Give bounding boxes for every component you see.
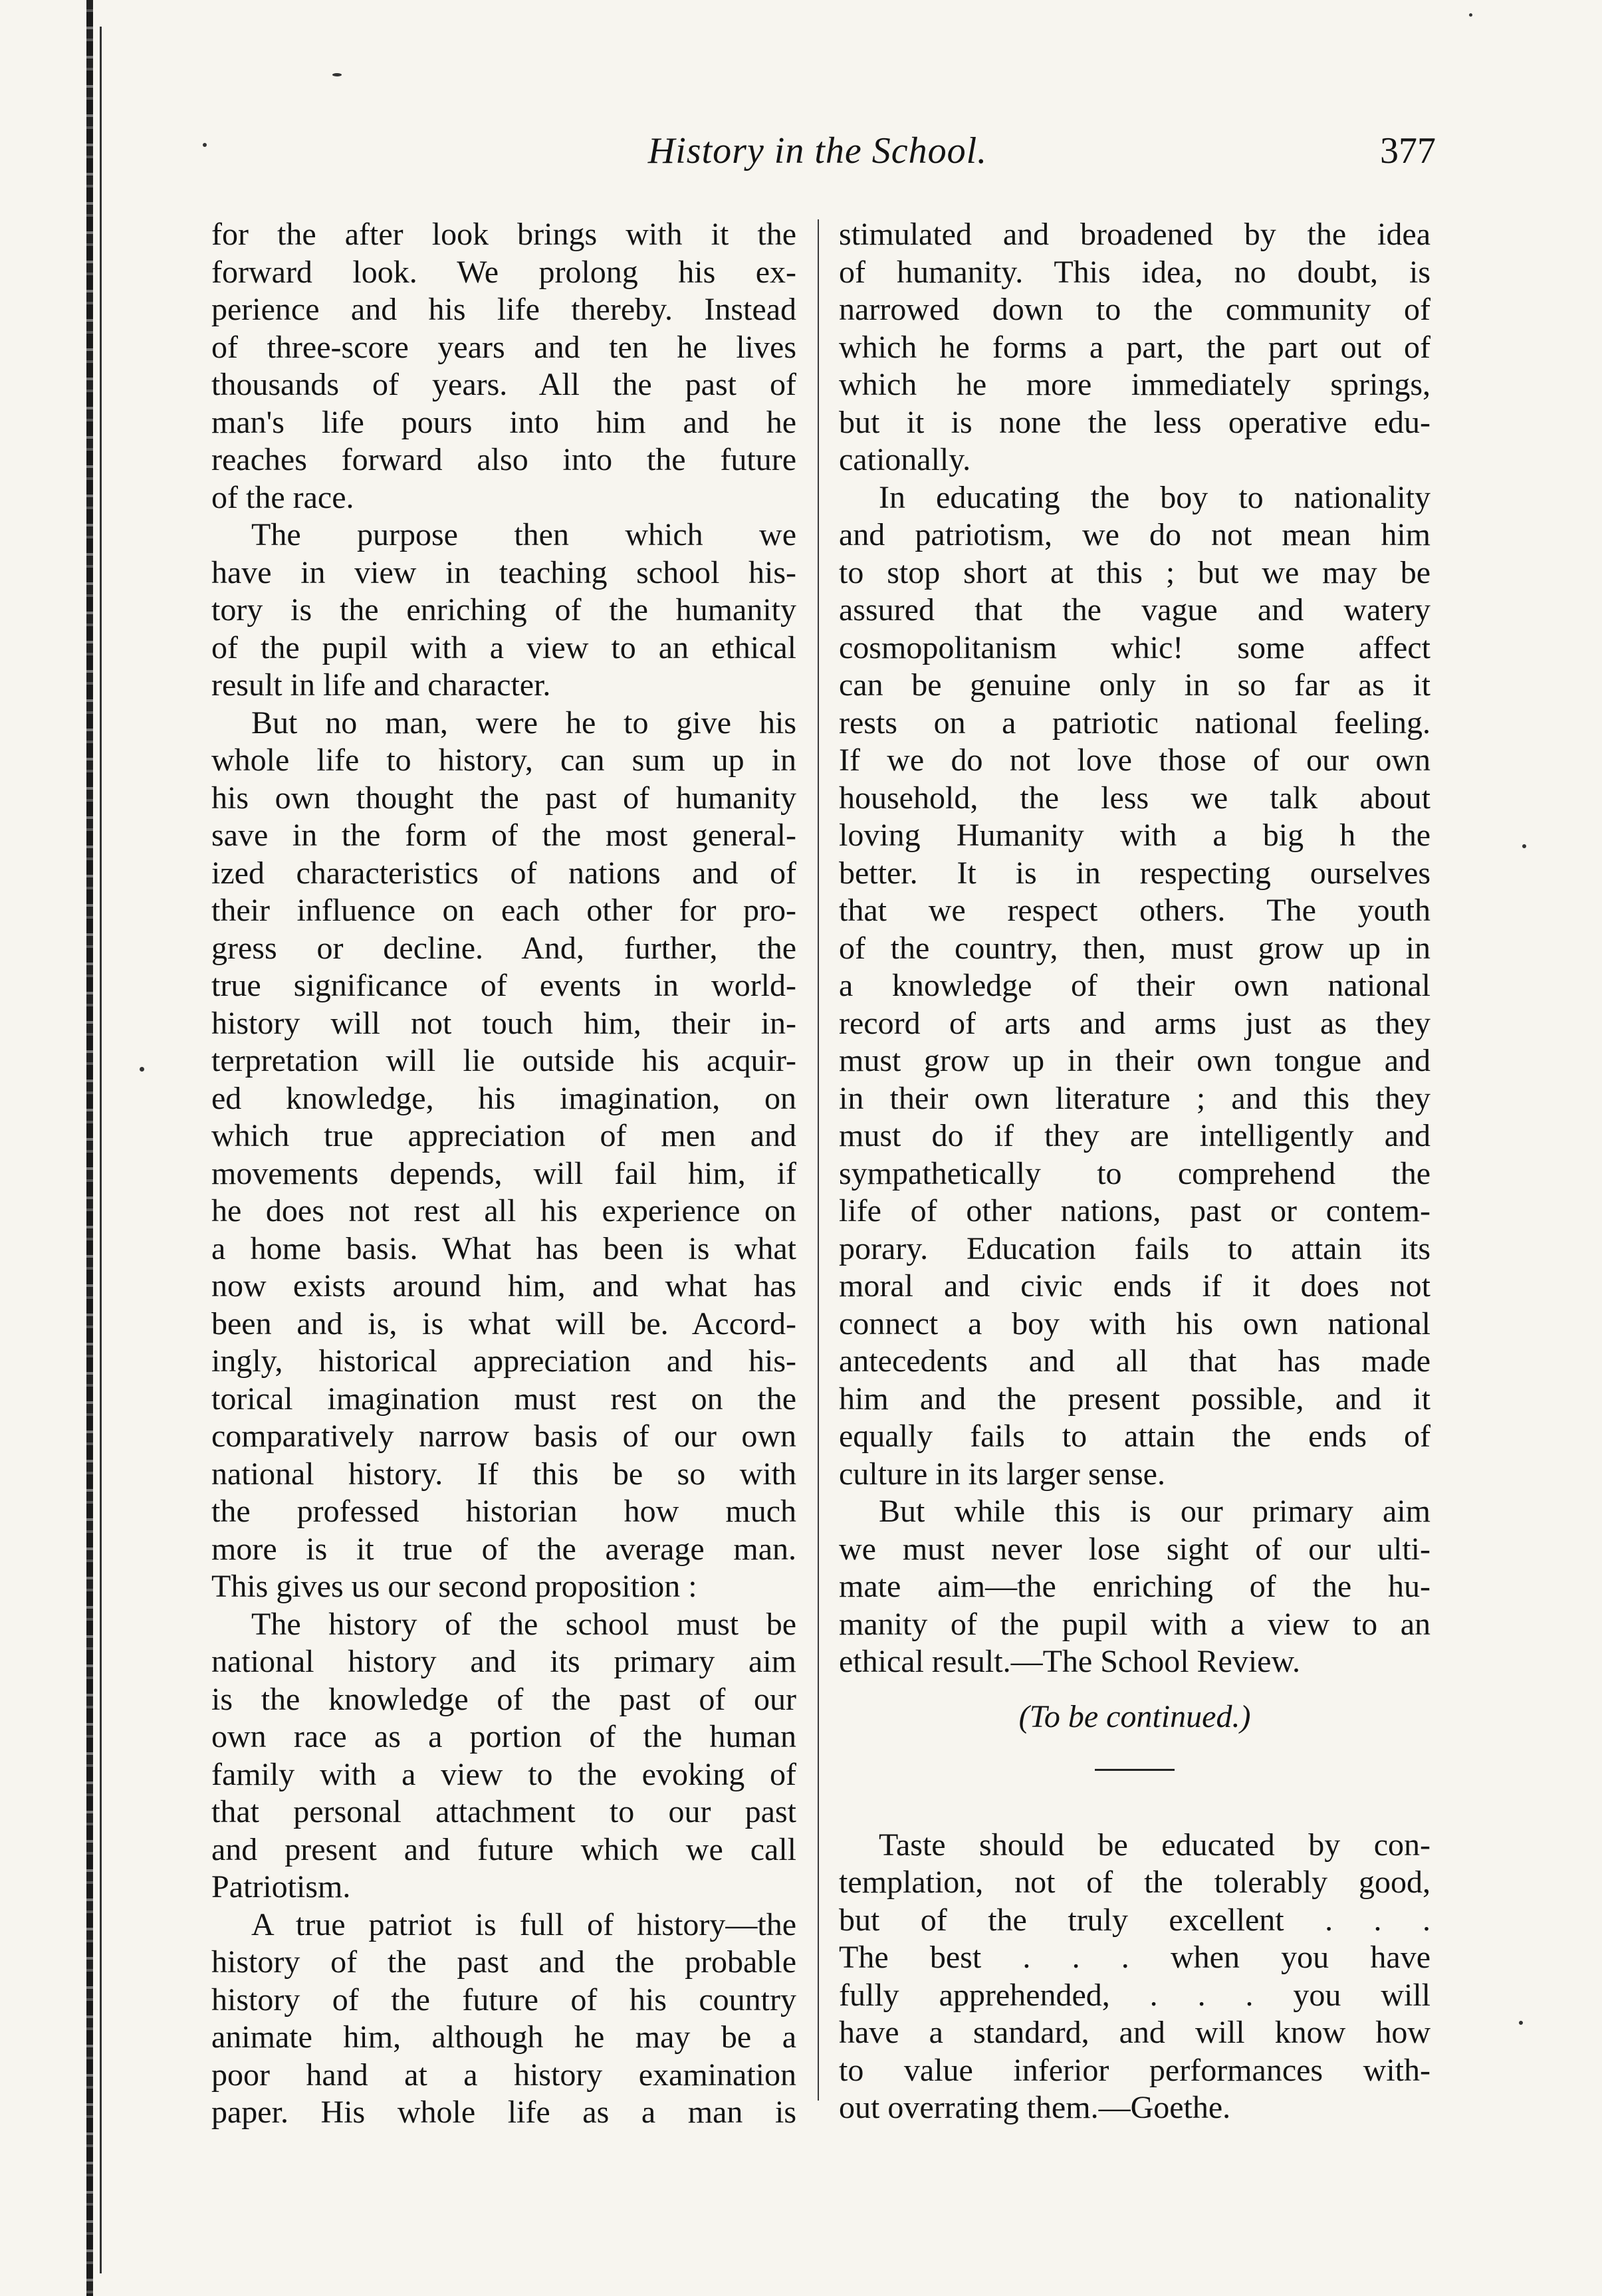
text-line: in their own literature ; and this they (839, 1080, 1430, 1116)
text-line: been and is, is what will be. Accord- (211, 1306, 796, 1341)
text-line: household, the less we talk about (839, 780, 1430, 816)
text-line: sympathetically to comprehend the (839, 1155, 1430, 1191)
text-line: a home basis. What has been is what (211, 1230, 796, 1266)
goethe-quote (839, 1827, 1430, 2127)
text-line: ized characteristics of nations and of (211, 855, 796, 891)
text-line: perience and his life thereby. Instead (211, 292, 796, 327)
text-line: paper. His whole life as a man is (211, 2095, 796, 2130)
text-line: whole life to history, can sum up in (211, 743, 796, 778)
text-line: connect a boy with his own national (839, 1306, 1430, 1341)
text-line: templation, not of the tolerably good, (839, 1865, 1430, 1900)
text-line: their influence on each other for pro- (211, 893, 796, 928)
section-ornament (1095, 1769, 1175, 1771)
print-speck (1469, 13, 1472, 17)
text-line: But no man, were he to give his (251, 705, 796, 741)
text-line: him and the present possible, and it (839, 1381, 1430, 1417)
text-line: The history of the school must be (251, 1606, 796, 1642)
running-head: History in the School. (647, 130, 988, 172)
left-column (211, 216, 796, 2132)
text-line: antecedents and all that has made (839, 1343, 1430, 1379)
text-line: to value inferior performances with- (839, 2052, 1430, 2088)
text-line: ed knowledge, his imagination, on (211, 1080, 796, 1116)
text-line: history of the future of his country (211, 1982, 796, 2017)
text-line: cationally. (839, 442, 971, 477)
text-line: is the knowledge of the past of our (211, 1681, 796, 1717)
text-line: equally fails to attain the ends of (839, 1419, 1430, 1454)
text-line: more is it true of the average man. (211, 1531, 796, 1567)
text-line: forward look. We prolong his ex- (211, 254, 796, 290)
text-line: of humanity. This idea, no doubt, is (839, 254, 1430, 290)
text-line: for the after look brings with it the (211, 217, 796, 252)
text-line: result in life and character. (211, 667, 551, 703)
page-number: 377 (1380, 130, 1436, 172)
text-line: culture in its larger sense. (839, 1456, 1165, 1492)
text-line: family with a view to the evoking of (211, 1756, 796, 1792)
text-line: of three-score years and ten he lives (211, 329, 796, 365)
text-line: now exists around him, and what has (211, 1268, 796, 1304)
text-line: tory is the enriching of the humanity (211, 592, 796, 628)
text-line: reaches forward also into the future (211, 442, 796, 477)
right-column-article (839, 216, 1430, 1681)
text-line: man's life pours into him and he (211, 404, 796, 440)
print-speck (140, 1067, 144, 1072)
text-line: he does not rest all his experience on (211, 1193, 796, 1228)
text-line: mate aim—the enriching of the hu- (839, 1569, 1430, 1604)
column-rule (818, 219, 819, 2101)
text-line: have in view in teaching school his- (211, 554, 796, 590)
text-line: and present and future which we call (211, 1831, 796, 1867)
text-line: But while this is our primary aim (879, 1494, 1430, 1529)
text-line: national history. If this be so with (211, 1456, 796, 1492)
text-line: comparatively narrow basis of our own (211, 1419, 796, 1454)
text-line: porary. Education fails to attain its (839, 1230, 1430, 1266)
text-line: true significance of events in world- (211, 968, 796, 1003)
text-line: life of other nations, past or contem- (839, 1193, 1430, 1228)
right-column (839, 216, 1430, 2127)
text-line: record of arts and arms just as they (839, 1005, 1430, 1041)
text-line: a knowledge of their own national (839, 968, 1430, 1003)
to-be-continued: (To be continued.) (1018, 1698, 1251, 1734)
text-line: A true patriot is full of history—the (251, 1906, 796, 1942)
text-line: but it is none the less operative edu- (839, 404, 1430, 440)
text-line: stimulated and broadened by the idea (839, 217, 1430, 252)
text-line: This gives us our second proposition : (211, 1569, 697, 1604)
text-line: thousands of years. All the past of (211, 367, 796, 402)
text-line: assured that the vague and watery (839, 592, 1430, 628)
text-line: moral and civic ends if it does not (839, 1268, 1430, 1304)
book-spine-gutter (0, 0, 133, 2296)
text-line: which he forms a part, the part out of (839, 329, 1430, 365)
text-line: the professed historian how much (211, 1494, 796, 1529)
text-line: The purpose then which we (251, 517, 796, 552)
text-line: Patriotism. (211, 1869, 351, 1904)
text-line: own race as a portion of the human (211, 1719, 796, 1754)
text-line: In educating the boy to nationality (879, 479, 1430, 515)
text-line: loving Humanity with a big h the (839, 818, 1430, 853)
text-line: we must never lose sight of our ulti- (839, 1531, 1430, 1567)
text-line: of the race. (211, 479, 354, 515)
text-line: and patriotism, we do not mean him (839, 517, 1430, 552)
text-line: ingly, historical appreciation and his- (211, 1343, 796, 1379)
text-line: animate him, although he may be a (211, 2019, 796, 2055)
text-line: national history and its primary aim (211, 1644, 796, 1679)
text-line: movements depends, will fail him, if (211, 1155, 796, 1191)
print-speck (1519, 2021, 1523, 2025)
text-line: history of the past and the probable (211, 1944, 796, 1980)
text-line: If we do not love those of our own (839, 743, 1430, 778)
text-line: fully apprehended, . . . you will (839, 1977, 1430, 2013)
text-line: manity of the pupil with a view to an (839, 1606, 1430, 1642)
text-line: his own thought the past of humanity (211, 780, 796, 816)
text-line: poor hand at a history examination (211, 2057, 796, 2093)
text-line: of the pupil with a view to an ethical (211, 630, 796, 665)
text-line: torical imagination must rest on the (211, 1381, 796, 1417)
text-line: can be genuine only in so far as it (839, 667, 1430, 703)
text-line: but of the truly excellent . . . (839, 1902, 1430, 1938)
text-line: Taste should be educated by con- (879, 1827, 1430, 1863)
text-line: The best . . . when you have (839, 1940, 1430, 1975)
text-line: out overrating them.—Goethe. (839, 2090, 1231, 2125)
text-line: terpretation will lie outside his acquir- (211, 1043, 796, 1078)
text-line: must grow up in their own tongue and (839, 1043, 1430, 1078)
text-line: rests on a patriotic national feeling. (839, 705, 1430, 741)
text-line: to stop short at this ; but we may be (839, 554, 1430, 590)
text-line: that we respect others. The youth (839, 893, 1430, 928)
text-line: narrowed down to the community of (839, 292, 1430, 327)
text-line: better. It is in respecting ourselves (839, 855, 1430, 891)
text-line: which he more immediately springs, (839, 367, 1430, 402)
page-header (199, 130, 1436, 203)
text-line: ethical result.—The School Review. (839, 1644, 1301, 1679)
print-speck (1522, 844, 1526, 848)
text-line: history will not touch him, their in- (211, 1005, 796, 1041)
text-line: of the country, then, must grow up in (839, 930, 1430, 966)
text-line: that personal attachment to our past (211, 1794, 796, 1829)
print-speck (203, 143, 207, 147)
text-line: must do if they are intelligently and (839, 1118, 1430, 1153)
print-speck (332, 73, 342, 76)
text-line: cosmopolitanism whic! some affect (839, 630, 1430, 665)
text-line: gress or decline. And, further, the (211, 930, 796, 966)
text-line: which true appreciation of men and (211, 1118, 796, 1153)
gutter-edge (86, 0, 93, 2296)
gutter-line (100, 27, 102, 2273)
text-line: have a standard, and will know how (839, 2015, 1430, 2050)
text-line: save in the form of the most general- (211, 818, 796, 853)
